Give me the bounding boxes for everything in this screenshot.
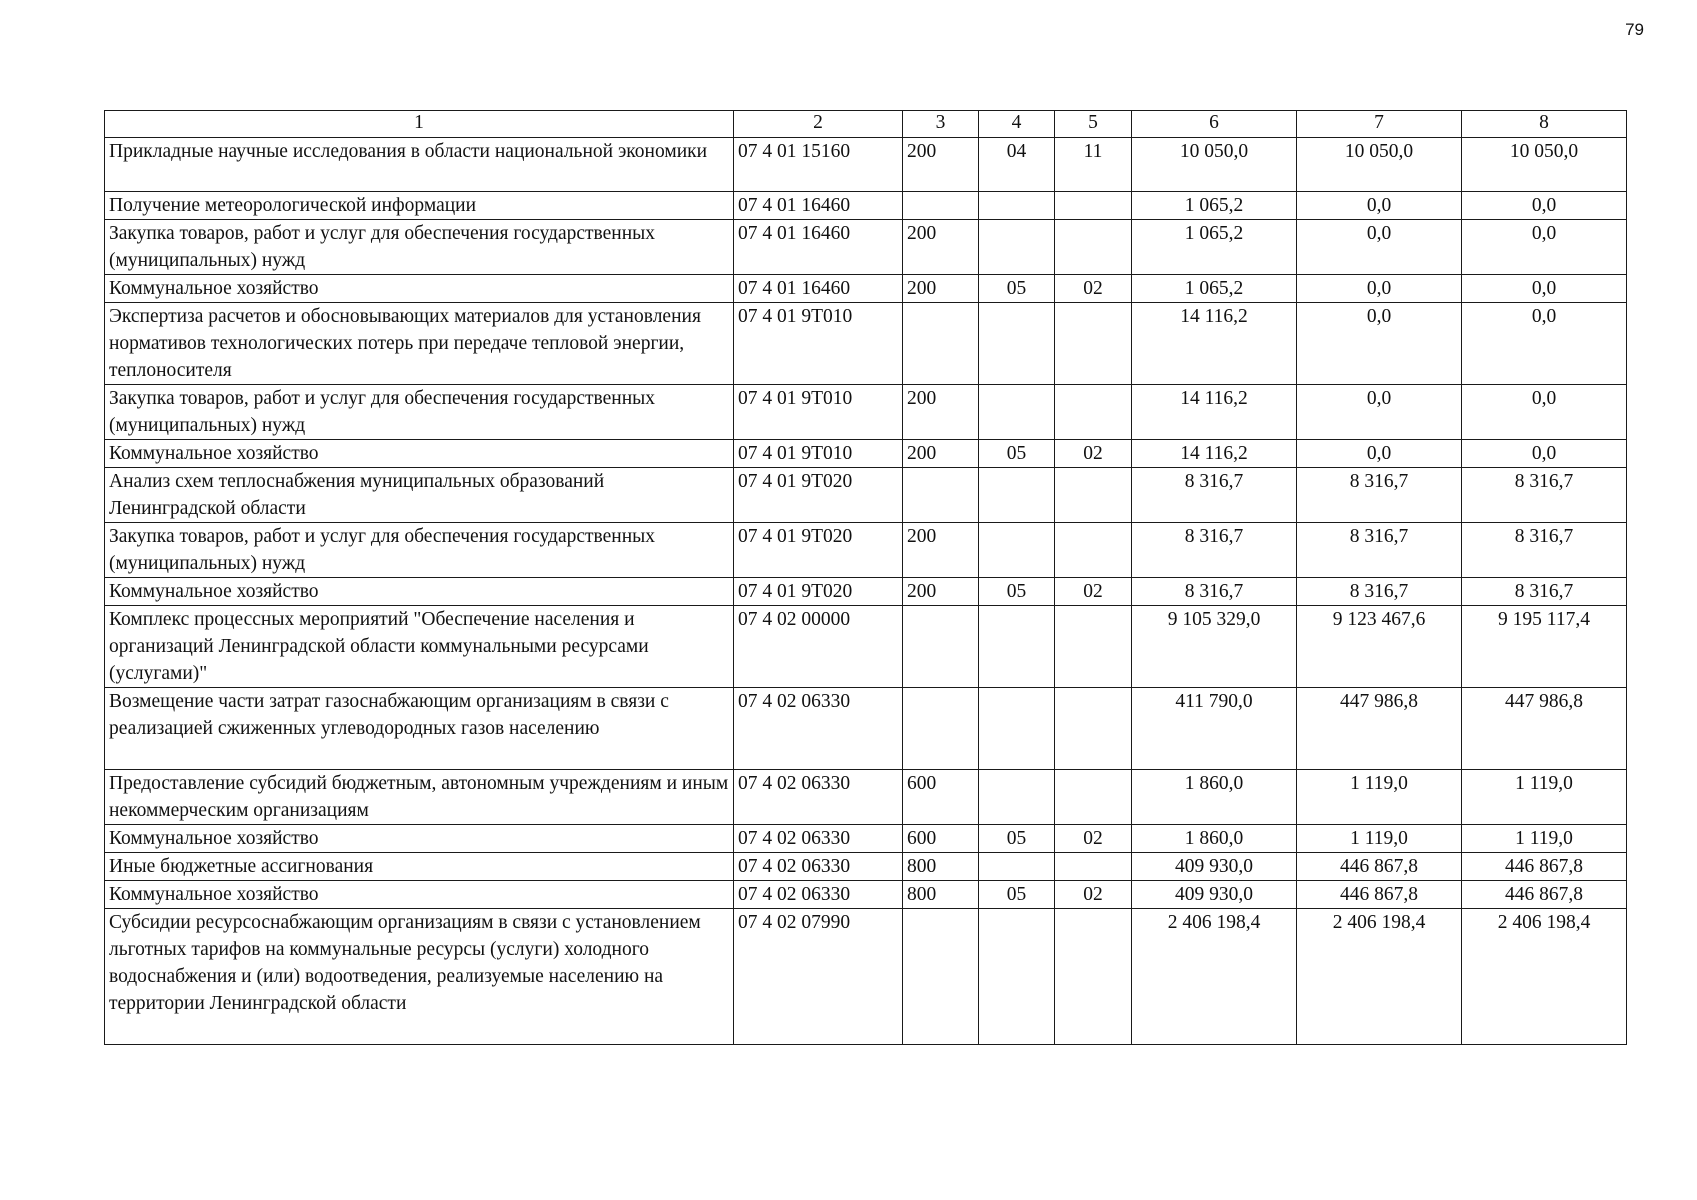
amount-year2-cell: 1 119,0 bbox=[1297, 770, 1462, 825]
amount-year1-cell: 14 116,2 bbox=[1132, 385, 1297, 440]
page-number: 79 bbox=[1625, 20, 1644, 39]
amount-year1-cell: 8 316,7 bbox=[1132, 523, 1297, 578]
amount-year2-cell: 0,0 bbox=[1297, 303, 1462, 385]
table-row bbox=[105, 303, 1627, 385]
amount-year2-cell: 446 867,8 bbox=[1297, 853, 1462, 881]
section-cell: 05 bbox=[979, 825, 1055, 853]
amount-year3-cell: 447 986,8 bbox=[1462, 688, 1627, 770]
table-row bbox=[105, 440, 1627, 468]
amount-year3-cell: 0,0 bbox=[1462, 385, 1627, 440]
expense-type-cell: 600 bbox=[903, 770, 979, 825]
table-row bbox=[105, 385, 1627, 440]
table-row bbox=[105, 468, 1627, 523]
table-row bbox=[105, 220, 1627, 275]
section-cell: 05 bbox=[979, 440, 1055, 468]
section-cell bbox=[979, 468, 1055, 523]
subsection-cell bbox=[1055, 523, 1132, 578]
expense-type-cell: 200 bbox=[903, 275, 979, 303]
amount-year2-cell: 10 050,0 bbox=[1297, 138, 1462, 192]
section-cell bbox=[979, 220, 1055, 275]
amount-year3-cell: 8 316,7 bbox=[1462, 468, 1627, 523]
row-name-cell: Прикладные научные исследования в области национальной экономики bbox=[105, 138, 734, 192]
amount-year1-cell: 2 406 198,4 bbox=[1132, 909, 1297, 1045]
target-code-cell: 07 4 01 16460 bbox=[734, 192, 903, 220]
section-cell bbox=[979, 192, 1055, 220]
target-code-cell: 07 4 01 9Т010 bbox=[734, 385, 903, 440]
amount-year3-cell: 446 867,8 bbox=[1462, 853, 1627, 881]
expense-type-cell: 200 bbox=[903, 220, 979, 275]
amount-year1-cell: 411 790,0 bbox=[1132, 688, 1297, 770]
table-row bbox=[105, 192, 1627, 220]
expense-type-cell bbox=[903, 909, 979, 1045]
expense-type-cell bbox=[903, 688, 979, 770]
amount-year1-cell: 409 930,0 bbox=[1132, 853, 1297, 881]
row-name-cell: Экспертиза расчетов и обосновывающих материалов для установления нормативов технологических потерь при передаче тепловой энергии, теплоносителя bbox=[105, 303, 734, 385]
amount-year2-cell: 447 986,8 bbox=[1297, 688, 1462, 770]
target-code-cell: 07 4 02 06330 bbox=[734, 770, 903, 825]
subsection-cell bbox=[1055, 853, 1132, 881]
header-cell: 4 bbox=[979, 111, 1055, 138]
table-row bbox=[105, 909, 1627, 1045]
amount-year3-cell: 0,0 bbox=[1462, 192, 1627, 220]
table-row bbox=[105, 688, 1627, 770]
table-row bbox=[105, 138, 1627, 192]
row-name-cell: Анализ схем теплоснабжения муниципальных образований Ленинградской области bbox=[105, 468, 734, 523]
amount-year2-cell: 0,0 bbox=[1297, 385, 1462, 440]
amount-year3-cell: 0,0 bbox=[1462, 275, 1627, 303]
expense-type-cell: 600 bbox=[903, 825, 979, 853]
header-cell: 8 bbox=[1462, 111, 1627, 138]
subsection-cell bbox=[1055, 770, 1132, 825]
amount-year2-cell: 2 406 198,4 bbox=[1297, 909, 1462, 1045]
expense-type-cell bbox=[903, 468, 979, 523]
table-row bbox=[105, 578, 1627, 606]
section-cell bbox=[979, 688, 1055, 770]
subsection-cell: 02 bbox=[1055, 275, 1132, 303]
subsection-cell bbox=[1055, 303, 1132, 385]
target-code-cell: 07 4 02 00000 bbox=[734, 606, 903, 688]
amount-year1-cell: 1 065,2 bbox=[1132, 220, 1297, 275]
section-cell bbox=[979, 770, 1055, 825]
section-cell bbox=[979, 909, 1055, 1045]
target-code-cell: 07 4 01 16460 bbox=[734, 275, 903, 303]
row-name-cell: Коммунальное хозяйство bbox=[105, 825, 734, 853]
header-row bbox=[105, 111, 1627, 138]
target-code-cell: 07 4 01 9Т020 bbox=[734, 468, 903, 523]
row-name-cell: Коммунальное хозяйство bbox=[105, 275, 734, 303]
amount-year3-cell: 2 406 198,4 bbox=[1462, 909, 1627, 1045]
amount-year3-cell: 1 119,0 bbox=[1462, 825, 1627, 853]
expense-type-cell: 200 bbox=[903, 385, 979, 440]
expense-type-cell: 200 bbox=[903, 138, 979, 192]
subsection-cell bbox=[1055, 606, 1132, 688]
table-row bbox=[105, 853, 1627, 881]
table-row bbox=[105, 881, 1627, 909]
amount-year3-cell: 1 119,0 bbox=[1462, 770, 1627, 825]
row-name-cell: Коммунальное хозяйство bbox=[105, 440, 734, 468]
amount-year2-cell: 1 119,0 bbox=[1297, 825, 1462, 853]
section-cell: 05 bbox=[979, 881, 1055, 909]
expense-type-cell: 200 bbox=[903, 523, 979, 578]
expense-type-cell: 800 bbox=[903, 881, 979, 909]
expense-type-cell bbox=[903, 303, 979, 385]
amount-year1-cell: 10 050,0 bbox=[1132, 138, 1297, 192]
amount-year2-cell: 0,0 bbox=[1297, 220, 1462, 275]
section-cell bbox=[979, 523, 1055, 578]
row-name-cell: Закупка товаров, работ и услуг для обеспечения государственных (муниципальных) нужд bbox=[105, 523, 734, 578]
row-name-cell: Субсидии ресурсоснабжающим организациям в связи с установлением льготных тарифов на коммунальные ресурсы (услуги) холодного водоснабжения и (или) водоотведения, реализуемые населению на территории Ленинградской области bbox=[105, 909, 734, 1045]
amount-year3-cell: 8 316,7 bbox=[1462, 523, 1627, 578]
row-name-cell: Возмещение части затрат газоснабжающим организациям в связи с реализацией сжиженных углеводородных газов населению bbox=[105, 688, 734, 770]
subsection-cell bbox=[1055, 468, 1132, 523]
amount-year1-cell: 9 105 329,0 bbox=[1132, 606, 1297, 688]
expense-type-cell bbox=[903, 192, 979, 220]
amount-year3-cell: 10 050,0 bbox=[1462, 138, 1627, 192]
section-cell bbox=[979, 853, 1055, 881]
subsection-cell bbox=[1055, 909, 1132, 1045]
amount-year1-cell: 14 116,2 bbox=[1132, 303, 1297, 385]
expense-type-cell bbox=[903, 606, 979, 688]
target-code-cell: 07 4 02 07990 bbox=[734, 909, 903, 1045]
target-code-cell: 07 4 01 15160 bbox=[734, 138, 903, 192]
budget-table bbox=[104, 110, 1627, 1045]
section-cell: 04 bbox=[979, 138, 1055, 192]
amount-year1-cell: 14 116,2 bbox=[1132, 440, 1297, 468]
amount-year3-cell: 8 316,7 bbox=[1462, 578, 1627, 606]
expense-type-cell: 800 bbox=[903, 853, 979, 881]
amount-year1-cell: 1 860,0 bbox=[1132, 770, 1297, 825]
amount-year1-cell: 1 065,2 bbox=[1132, 275, 1297, 303]
header-cell: 1 bbox=[105, 111, 734, 138]
target-code-cell: 07 4 01 16460 bbox=[734, 220, 903, 275]
amount-year1-cell: 1 065,2 bbox=[1132, 192, 1297, 220]
target-code-cell: 07 4 01 9Т010 bbox=[734, 440, 903, 468]
row-name-cell: Коммунальное хозяйство bbox=[105, 578, 734, 606]
subsection-cell: 02 bbox=[1055, 578, 1132, 606]
section-cell: 05 bbox=[979, 275, 1055, 303]
amount-year1-cell: 8 316,7 bbox=[1132, 578, 1297, 606]
subsection-cell bbox=[1055, 385, 1132, 440]
target-code-cell: 07 4 01 9Т020 bbox=[734, 578, 903, 606]
header-cell: 7 bbox=[1297, 111, 1462, 138]
amount-year2-cell: 9 123 467,6 bbox=[1297, 606, 1462, 688]
section-cell: 05 bbox=[979, 578, 1055, 606]
expense-type-cell: 200 bbox=[903, 440, 979, 468]
target-code-cell: 07 4 02 06330 bbox=[734, 881, 903, 909]
table-row bbox=[105, 275, 1627, 303]
amount-year1-cell: 1 860,0 bbox=[1132, 825, 1297, 853]
target-code-cell: 07 4 01 9Т020 bbox=[734, 523, 903, 578]
subsection-cell bbox=[1055, 220, 1132, 275]
table-row bbox=[105, 770, 1627, 825]
amount-year3-cell: 446 867,8 bbox=[1462, 881, 1627, 909]
amount-year2-cell: 446 867,8 bbox=[1297, 881, 1462, 909]
amount-year3-cell: 0,0 bbox=[1462, 303, 1627, 385]
row-name-cell: Предоставление субсидий бюджетным, автономным учреждениям и иным некоммерческим организациям bbox=[105, 770, 734, 825]
amount-year2-cell: 8 316,7 bbox=[1297, 468, 1462, 523]
header-cell: 5 bbox=[1055, 111, 1132, 138]
header-cell: 6 bbox=[1132, 111, 1297, 138]
target-code-cell: 07 4 02 06330 bbox=[734, 688, 903, 770]
subsection-cell: 02 bbox=[1055, 825, 1132, 853]
row-name-cell: Закупка товаров, работ и услуг для обеспечения государственных (муниципальных) нужд bbox=[105, 220, 734, 275]
amount-year1-cell: 8 316,7 bbox=[1132, 468, 1297, 523]
subsection-cell: 02 bbox=[1055, 881, 1132, 909]
amount-year2-cell: 0,0 bbox=[1297, 275, 1462, 303]
row-name-cell: Получение метеорологической информации bbox=[105, 192, 734, 220]
table-body bbox=[105, 138, 1627, 1045]
amount-year1-cell: 409 930,0 bbox=[1132, 881, 1297, 909]
header-cell: 2 bbox=[734, 111, 903, 138]
amount-year2-cell: 8 316,7 bbox=[1297, 578, 1462, 606]
section-cell bbox=[979, 385, 1055, 440]
amount-year3-cell: 0,0 bbox=[1462, 220, 1627, 275]
subsection-cell: 02 bbox=[1055, 440, 1132, 468]
row-name-cell: Иные бюджетные ассигнования bbox=[105, 853, 734, 881]
amount-year2-cell: 0,0 bbox=[1297, 192, 1462, 220]
target-code-cell: 07 4 01 9Т010 bbox=[734, 303, 903, 385]
amount-year3-cell: 0,0 bbox=[1462, 440, 1627, 468]
subsection-cell: 11 bbox=[1055, 138, 1132, 192]
table-row bbox=[105, 606, 1627, 688]
section-cell bbox=[979, 303, 1055, 385]
subsection-cell bbox=[1055, 688, 1132, 770]
expense-type-cell: 200 bbox=[903, 578, 979, 606]
row-name-cell: Коммунальное хозяйство bbox=[105, 881, 734, 909]
section-cell bbox=[979, 606, 1055, 688]
row-name-cell: Закупка товаров, работ и услуг для обеспечения государственных (муниципальных) нужд bbox=[105, 385, 734, 440]
amount-year2-cell: 8 316,7 bbox=[1297, 523, 1462, 578]
target-code-cell: 07 4 02 06330 bbox=[734, 825, 903, 853]
table-row bbox=[105, 523, 1627, 578]
subsection-cell bbox=[1055, 192, 1132, 220]
table-row bbox=[105, 825, 1627, 853]
target-code-cell: 07 4 02 06330 bbox=[734, 853, 903, 881]
amount-year2-cell: 0,0 bbox=[1297, 440, 1462, 468]
row-name-cell: Комплекс процессных мероприятий "Обеспечение населения и организаций Ленинградской области коммунальными ресурсами (услугами)" bbox=[105, 606, 734, 688]
header-cell: 3 bbox=[903, 111, 979, 138]
amount-year3-cell: 9 195 117,4 bbox=[1462, 606, 1627, 688]
